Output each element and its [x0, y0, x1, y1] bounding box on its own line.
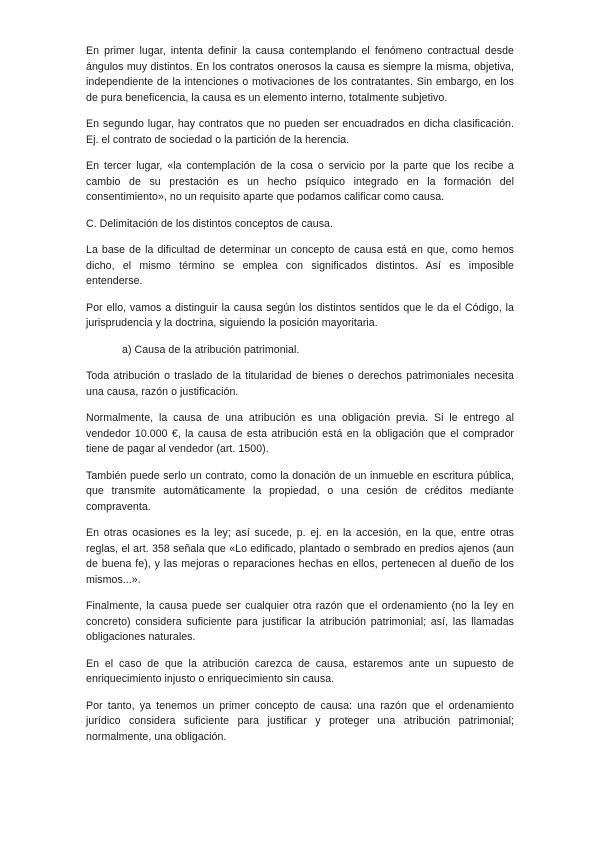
paragraph-por-ello: Por ello, vamos a distinguir la causa según los distintos sentidos que le da el Código, la jurisprudencia y la doctrina, siguiendo la posición mayoritaria. — [86, 301, 514, 329]
paragraph-otras-ocasiones-ley: En otras ocasiones es la ley; así sucede, p. ej. en la accesión, en la que, entre otras reglas, el art. 358 señala que «Lo edificado, plantado o sembrado en predios ajenos (aun de buena fe), y las mejoras o reparaciones hechas en ellos, pertenecen al dueño de los mismos...». — [86, 527, 514, 586]
paragraph-tercer-lugar: En tercer lugar, «la contemplación de la cosa o servicio por la parte que los recibe a cambio de su prestación es un hecho psíquico integrado en la formación del consentimiento», no un requisito aparte que podamos calificar como causa. — [86, 160, 514, 203]
paragraph-carezca-causa: En el caso de que la atribución carezca de causa, estaremos ante un supuesto de enriquecimiento injusto o enriquecimiento sin causa. — [86, 657, 514, 685]
paragraph-tambien-contrato: También puede serlo un contrato, como la donación de un inmueble en escritura pública, que transmite automáticamente la propiedad, o una cesión de créditos mediante compraventa. — [86, 469, 514, 513]
section-heading-delimitacion: C. Delimitación de los distintos conceptos de causa. — [86, 217, 333, 230]
paragraph-toda-atribucion: Toda atribución o traslado de la titularidad de bienes o derechos patrimoniales necesita una causa, razón o justificación. — [86, 370, 514, 398]
document-body — [86, 44, 514, 756]
paragraph-normalmente: Normalmente, la causa de una atribución es una obligación previa. Si le entrego al vendedor 10.000 €, la causa de esta atribución está en la obligación que el comprador tiene de pagar al vendedor (art. 1500). — [86, 412, 514, 455]
paragraph-primer-lugar: En primer lugar, intenta definir la causa contemplando el fenómeno contractual desde ángulos muy distintos. En los contratos onerosos la causa es siempre la misma, objetiva, independiente de la intenciones o motivaciones de los contratantes. Sin embargo, en los de pura beneficencia, la causa es un elemento interno, totalmente subjetivo. — [86, 45, 514, 104]
paragraph-finalmente: Finalmente, la causa puede ser cualquier otra razón que el ordenamiento (no la ley en concreto) considera suficiente para justificar la atribución patrimonial; así, las llamadas obligaciones naturales. — [86, 600, 514, 643]
subheading-causa-atribucion: a) Causa de la atribución patrimonial. — [122, 343, 300, 356]
paragraph-segundo-lugar: En segundo lugar, hay contratos que no pueden ser encuadrados en dicha clasificación. Ej. el contrato de sociedad o la partición de la herencia. — [86, 118, 514, 146]
paragraph-por-tanto: Por tanto, ya tenemos un primer concepto de causa: una razón que el ordenamiento jurídico considera suficiente para justificar y proteger una atribución patrimonial; normalmente, una obligación. — [86, 699, 514, 743]
paragraph-base-dificultad: La base de la dificultad de determinar un concepto de causa está en que, como hemos dicho, el mismo término se emplea con significados distintos. Así es imposible entenderse. — [86, 244, 514, 287]
